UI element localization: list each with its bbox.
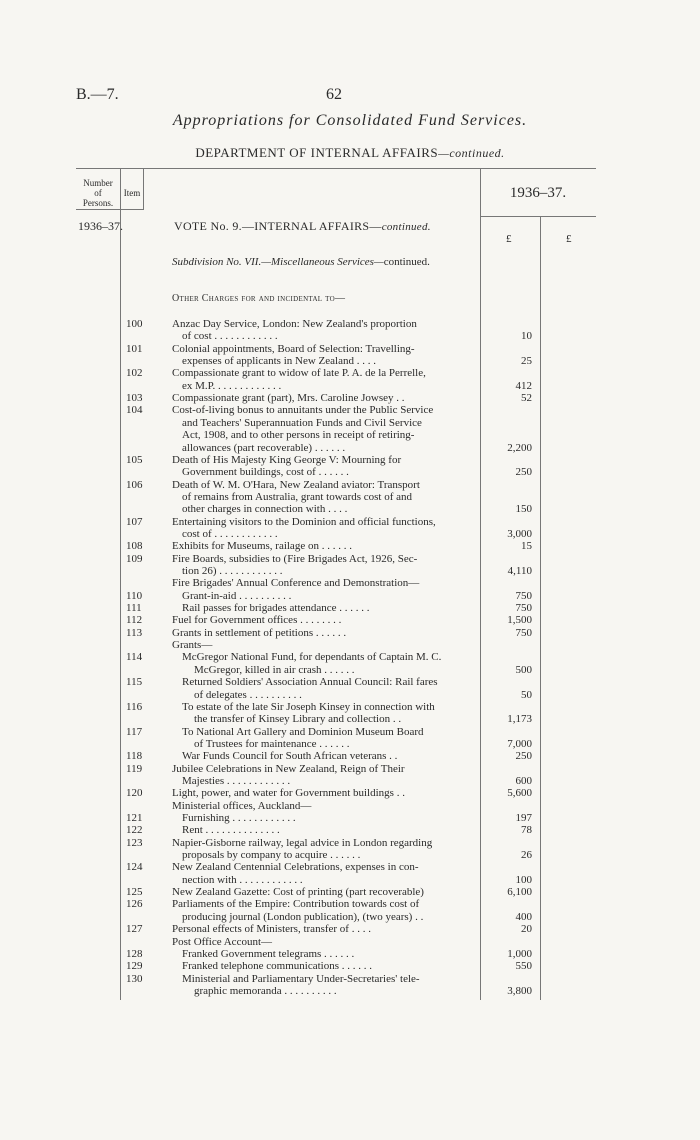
table-row	[120, 886, 590, 899]
item-amount: 3,800	[507, 984, 532, 997]
item-amount: 600	[515, 774, 532, 787]
year-header-rule	[480, 216, 596, 217]
item-number: 108	[126, 540, 143, 553]
item-number: 107	[126, 515, 143, 528]
document-code: B.—7.	[76, 86, 119, 103]
item-description: Government buildings, cost of . . . . . .	[182, 466, 349, 479]
item-description: Rail passes for brigades attendance . . . . . .	[182, 602, 370, 615]
table-row	[120, 787, 590, 800]
item-description: and Teachers' Superannuation Funds and Civil Service	[182, 416, 422, 429]
item-number: 127	[126, 923, 143, 936]
persons-header-line: Persons.	[82, 198, 114, 208]
table-row	[120, 355, 590, 368]
table-row	[120, 318, 590, 331]
table-row	[120, 775, 590, 788]
item-description: producing journal (London publication), (two years) . .	[182, 910, 424, 923]
table-row	[120, 454, 590, 467]
item-number: 102	[126, 367, 143, 380]
item-amount: 1,000	[507, 947, 532, 960]
table-row	[120, 639, 590, 652]
item-amount: 15	[521, 540, 532, 553]
table-row	[120, 479, 590, 492]
item-number: 124	[126, 861, 143, 874]
persons-year: 1936–37.	[78, 219, 123, 233]
item-description: Returned Soldiers' Association Annual Council: Rail fares	[182, 676, 438, 689]
table-row	[120, 367, 590, 380]
item-amount: 500	[515, 663, 532, 676]
item-description: allowances (part recoverable) . . . . . .	[182, 441, 346, 454]
item-description: Jubilee Celebrations in New Zealand, Reign of Their	[172, 762, 405, 775]
item-header-rule	[120, 209, 144, 210]
table-row	[120, 960, 590, 973]
item-description: nection with . . . . . . . . . . . .	[182, 873, 303, 886]
table-row	[120, 812, 590, 825]
table-row	[120, 330, 590, 343]
item-number: 100	[126, 318, 143, 330]
item-amount: 10	[521, 330, 532, 343]
item-amount: 750	[515, 602, 532, 615]
item-description: Grants—	[172, 639, 213, 652]
item-description: Grants in settlement of petitions . . . . . .	[172, 626, 347, 639]
item-number: 130	[126, 972, 143, 985]
item-description: of cost . . . . . . . . . . . .	[182, 330, 278, 343]
table-row	[120, 392, 590, 405]
page-title: Appropriations for Consolidated Fund Services.	[172, 112, 528, 129]
item-description: Fire Boards, subsidies to (Fire Brigades Act, 1926, Sec-	[172, 552, 418, 565]
item-number: 103	[126, 392, 143, 405]
item-description: graphic memoranda . . . . . . . . . .	[194, 984, 337, 997]
item-number: 111	[126, 602, 142, 615]
table-row	[120, 627, 590, 640]
item-number: 129	[126, 960, 143, 973]
page-number: 62	[326, 86, 342, 103]
item-description: Franked telephone communications . . . . . .	[182, 960, 373, 973]
item-description: Fuel for Government offices . . . . . . . .	[172, 614, 342, 627]
item-amount: 750	[515, 626, 532, 639]
item-number: 121	[126, 812, 143, 824]
table-row	[120, 577, 590, 590]
table-row	[120, 973, 590, 986]
table-row	[120, 466, 590, 479]
item-amount: 1,500	[507, 614, 532, 627]
table-row	[120, 936, 590, 949]
item-amount: 3,000	[507, 527, 532, 540]
table-row	[120, 923, 590, 936]
item-amount: 78	[521, 824, 532, 837]
table-row	[120, 553, 590, 566]
item-description: ex M.P. . . . . . . . . . . . .	[182, 379, 282, 392]
item-description: Compassionate grant to widow of late P. A. de la Perrelle,	[172, 367, 426, 380]
item-description: Fire Brigades' Annual Conference and Demonstration—	[172, 577, 420, 590]
persons-column-header	[76, 178, 120, 208]
item-description: Grant-in-aid . . . . . . . . . .	[182, 589, 292, 602]
item-number: 115	[126, 676, 143, 689]
item-amount: 7,000	[507, 737, 532, 750]
item-number: 110	[126, 589, 143, 602]
item-amount: 197	[515, 812, 532, 824]
table-row	[120, 503, 590, 516]
item-description: To estate of the late Sir Joseph Kinsey in connection with	[182, 700, 435, 713]
item-description: Franked Government telegrams . . . . . .	[182, 947, 355, 960]
item-description: Death of His Majesty King George V: Mourning for	[172, 453, 402, 466]
item-number: 106	[126, 478, 143, 491]
item-description: Parliaments of the Empire: Contribution towards cost of	[172, 898, 420, 911]
table-row	[120, 429, 590, 442]
item-amount: 550	[515, 960, 532, 973]
subdivision-heading	[172, 256, 430, 268]
table-row	[120, 565, 590, 578]
item-amount: 1,173	[507, 713, 532, 726]
item-number: 117	[126, 725, 143, 738]
table-row	[120, 602, 590, 615]
persons-header-line: of	[94, 188, 102, 198]
item-amount: 5,600	[507, 787, 532, 800]
table-row	[120, 849, 590, 862]
item-number: 128	[126, 947, 143, 960]
item-description: Ministerial offices, Auckland—	[172, 799, 312, 812]
item-amount: 50	[521, 688, 532, 701]
table-row	[120, 874, 590, 887]
department-name: DEPARTMENT OF INTERNAL AFFAIRS	[195, 145, 439, 160]
item-number: 119	[126, 762, 143, 775]
item-description: New Zealand Gazette: Cost of printing (part recoverable)	[172, 886, 424, 899]
item-amount: 20	[521, 923, 532, 936]
table-row	[120, 491, 590, 504]
item-description: of Trustees for maintenance . . . . . .	[194, 737, 350, 750]
item-description: Act, 1908, and to other persons in receipt of retiring-	[182, 429, 415, 442]
item-description: proposals by company to acquire . . . . . .	[182, 849, 361, 862]
item-number: 112	[126, 614, 143, 627]
item-column-divider	[143, 168, 144, 210]
table-top-rule	[76, 168, 596, 169]
table-row	[120, 343, 590, 356]
item-description: To National Art Gallery and Dominion Museum Board	[182, 725, 424, 738]
item-amount: 100	[515, 873, 532, 886]
item-description: Anzac Day Service, London: New Zealand's proportion	[172, 318, 417, 330]
item-number: 101	[126, 342, 143, 355]
table-row	[120, 861, 590, 874]
currency-symbol: £	[566, 233, 572, 245]
table-row	[120, 713, 590, 726]
table-row	[120, 442, 590, 455]
item-number: 105	[126, 453, 143, 466]
item-amount: 250	[515, 750, 532, 763]
table-row	[120, 911, 590, 924]
table-row	[120, 590, 590, 603]
table-row	[120, 664, 590, 677]
item-description: cost of . . . . . . . . . . . .	[182, 527, 278, 540]
subdivision-title: Subdivision No. VII.—Miscellaneous Services—	[172, 256, 384, 268]
table-row	[120, 614, 590, 627]
item-amount: 250	[515, 466, 532, 479]
table-row	[120, 726, 590, 739]
table-row	[120, 898, 590, 911]
item-description: Majesties . . . . . . . . . . . .	[182, 774, 291, 787]
item-description: Exhibits for Museums, railage on . . . . . .	[172, 540, 352, 553]
table-row	[120, 689, 590, 702]
item-amount: 2,200	[507, 441, 532, 454]
item-description: other charges in connection with . . . .	[182, 503, 348, 516]
item-description: Personal effects of Ministers, transfer of . . . .	[172, 923, 371, 936]
currency-symbol: £	[506, 233, 512, 245]
table-row	[120, 948, 590, 961]
vote-title: VOTE No. 9.—INTERNAL AFFAIRS—	[174, 219, 382, 233]
item-column-header: Item	[123, 188, 141, 198]
item-description: Ministerial and Parliamentary Under-Secretaries' tele-	[182, 972, 420, 985]
item-description: of remains from Australia, grant towards cost of and	[182, 490, 413, 503]
department-suffix: —continued.	[438, 146, 505, 160]
section-heading: Other Charges for and incidental to—	[172, 293, 346, 304]
table-row	[120, 750, 590, 763]
item-description: of delegates . . . . . . . . . .	[194, 688, 302, 701]
item-description: Napier-Gisborne railway, legal advice in London regarding	[172, 836, 433, 849]
item-number: 125	[126, 886, 143, 899]
item-amount: 52	[521, 392, 532, 405]
item-description: the transfer of Kinsey Library and collection . .	[194, 713, 402, 726]
item-description: Furnishing . . . . . . . . . . . .	[182, 812, 296, 824]
table-row	[120, 516, 590, 529]
table-row	[120, 651, 590, 664]
table-row	[120, 824, 590, 837]
item-amount: 412	[515, 379, 532, 392]
item-description: McGregor, killed in air crash . . . . . .	[194, 663, 355, 676]
item-description: Death of W. M. O'Hara, New Zealand aviator: Transport	[172, 478, 420, 491]
item-number: 116	[126, 700, 143, 713]
item-number: 109	[126, 552, 143, 565]
year-column-header: 1936–37.	[509, 185, 567, 201]
table-row	[120, 800, 590, 813]
table-row	[120, 417, 590, 430]
table-row	[120, 701, 590, 714]
item-number: 118	[126, 750, 143, 763]
item-description: Colonial appointments, Board of Selection: Travelling-	[172, 342, 415, 355]
item-amount: 26	[521, 849, 532, 862]
table-row	[120, 763, 590, 776]
item-description: New Zealand Centennial Celebrations, expenses in con-	[172, 861, 419, 874]
item-number: 123	[126, 836, 143, 849]
item-description: Post Office Account—	[172, 935, 273, 948]
item-number: 104	[126, 404, 143, 417]
table-row	[120, 540, 590, 553]
item-amount: 400	[515, 910, 532, 923]
item-description: tion 26) . . . . . . . . . . . .	[182, 565, 283, 577]
item-description: War Funds Council for South African veterans . .	[182, 750, 398, 763]
item-number: 120	[126, 787, 143, 800]
item-number: 114	[126, 651, 143, 664]
item-description: Compassionate grant (part), Mrs. Caroline Jowsey . .	[172, 392, 405, 405]
subdivision-suffix: continued.	[383, 256, 430, 268]
table-row	[120, 528, 590, 541]
item-description: Entertaining visitors to the Dominion and official functions,	[172, 515, 436, 528]
item-amount: 750	[515, 589, 532, 602]
vote-title-suffix: continued.	[381, 221, 431, 233]
table-row	[120, 404, 590, 417]
vote-heading	[174, 219, 431, 234]
item-number: 122	[126, 824, 143, 837]
item-description: McGregor National Fund, for dependants of Captain M. C.	[182, 651, 442, 664]
table-row	[120, 380, 590, 393]
table-row	[120, 837, 590, 850]
department-heading	[0, 145, 700, 161]
item-description: Cost-of-living bonus to annuitants under the Public Service	[172, 404, 434, 417]
persons-header-rule	[76, 209, 120, 210]
item-description: Light, power, and water for Government buildings . .	[172, 787, 405, 800]
item-amount: 150	[515, 503, 532, 516]
item-amount: 25	[521, 355, 532, 368]
item-description: Rent . . . . . . . . . . . . . .	[182, 824, 280, 837]
item-amount: 6,100	[507, 886, 532, 899]
item-number: 113	[126, 626, 143, 639]
item-description: expenses of applicants in New Zealand . . . .	[182, 355, 376, 368]
item-amount: 4,110	[507, 565, 532, 577]
table-row	[120, 676, 590, 689]
table-row	[120, 985, 590, 998]
item-number: 126	[126, 898, 143, 911]
persons-header-line: Number	[83, 178, 113, 188]
table-row	[120, 738, 590, 751]
